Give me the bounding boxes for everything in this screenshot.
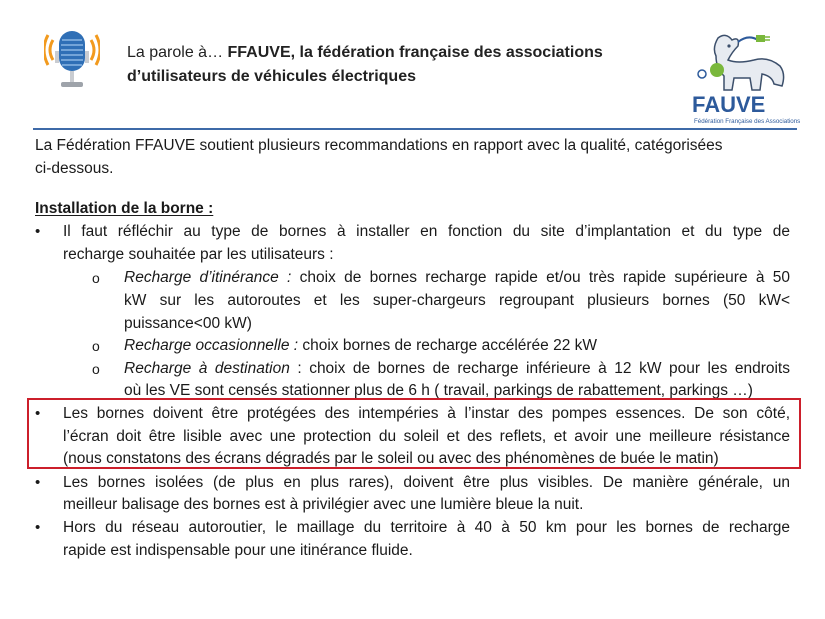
logo-tagline: Fédération Française des Associations bbox=[694, 118, 800, 125]
bullet-4-line-2: rapide est indispensable pour une itinérance fluide. bbox=[63, 542, 413, 559]
bullet-2-symbol: • bbox=[35, 405, 41, 422]
subitem-2-line-1 bbox=[124, 335, 597, 358]
subitem-1-line-2: kW sur les autoroutes et les super-chargeurs regroupant plusieurs bornes (50 kW< bbox=[124, 292, 790, 309]
bullet-3-line-2: meilleur balisage des bornes est à privilégier avec une lumière bleue la nuit. bbox=[63, 496, 584, 513]
bullet-1-line-2: recharge souhaitée par les utilisateurs : bbox=[63, 246, 334, 263]
header-divider bbox=[33, 128, 797, 130]
subitem-3-label: Recharge à destination bbox=[124, 360, 290, 377]
section-heading bbox=[35, 198, 213, 221]
microphone-icon bbox=[44, 26, 100, 98]
header-title-bold: FFAUVE, la fédération française des associations bbox=[227, 44, 603, 61]
bullet-1-symbol: • bbox=[35, 223, 41, 240]
intro-line-2: ci-dessous. bbox=[35, 160, 114, 177]
subitem-3-symbol: o bbox=[92, 361, 100, 377]
subitem-1-symbol: o bbox=[92, 270, 100, 286]
bullet-3-line-1: Les bornes isolées (de plus en plus rares), doivent être plus visibles. De manière générale, un bbox=[63, 474, 790, 491]
header-title-line1 bbox=[127, 44, 603, 62]
header-title-prefix: La parole à… bbox=[127, 44, 224, 61]
bullet-2-line-3: (nous constatons des écrans dégradés par le soleil ou avec des phénomènes de buée le matin) bbox=[63, 450, 719, 467]
bullet-4-line-1: Hors du réseau autoroutier, le maillage du territoire à 40 à 50 km pour les bornes de recharge bbox=[63, 519, 790, 536]
panther-plug-logo bbox=[688, 30, 800, 128]
subitem-2-label: Recharge occasionnelle : bbox=[124, 337, 299, 354]
bullet-2-line-2: l’écran doit être lisible avec une protection du soleil et des reflets, et avoir une meilleure résistance bbox=[63, 428, 790, 445]
subitem-1-line-1 bbox=[124, 267, 790, 290]
subitem-3-line-2: où les VE sont censés stationner plus de 6 h ( travail, parkings de rabattement, parkings …) bbox=[124, 382, 753, 399]
bullet-1-line-1: Il faut réfléchir au type de bornes à installer en fonction du site d’implantation et du type de bbox=[63, 223, 790, 240]
header-title-line2: d’utilisateurs de véhicules électriques bbox=[127, 68, 416, 85]
subitem-1-label: Recharge d’itinérance : bbox=[124, 269, 292, 286]
logo-wordmark: FAUVE bbox=[692, 92, 766, 117]
intro-line-1: La Fédération FFAUVE soutient plusieurs recommandations en rapport avec la qualité, catégorisées bbox=[35, 137, 723, 154]
subitem-2-symbol: o bbox=[92, 338, 100, 354]
subitem-1-line-3: puissance<00 kW) bbox=[124, 315, 252, 332]
bullet-4-symbol: • bbox=[35, 519, 41, 536]
section-heading-text: Installation de la borne : bbox=[35, 200, 214, 217]
subitem-2-text-1: choix bornes de recharge accélérée 22 kW bbox=[298, 337, 598, 354]
bullet-3-symbol: • bbox=[35, 474, 41, 491]
subitem-3-line-1 bbox=[124, 358, 790, 381]
subitem-3-text-1: : choix de bornes de recharge inférieure à 12 kW pour les endroits bbox=[289, 360, 790, 377]
subitem-1-text-1: choix de bornes recharge rapide et/ou très rapide supérieure à 50 bbox=[291, 269, 790, 286]
bullet-2-line-1: Les bornes doivent être protégées des intempéries à l’instar des pompes essences. De son côté, bbox=[63, 405, 790, 422]
